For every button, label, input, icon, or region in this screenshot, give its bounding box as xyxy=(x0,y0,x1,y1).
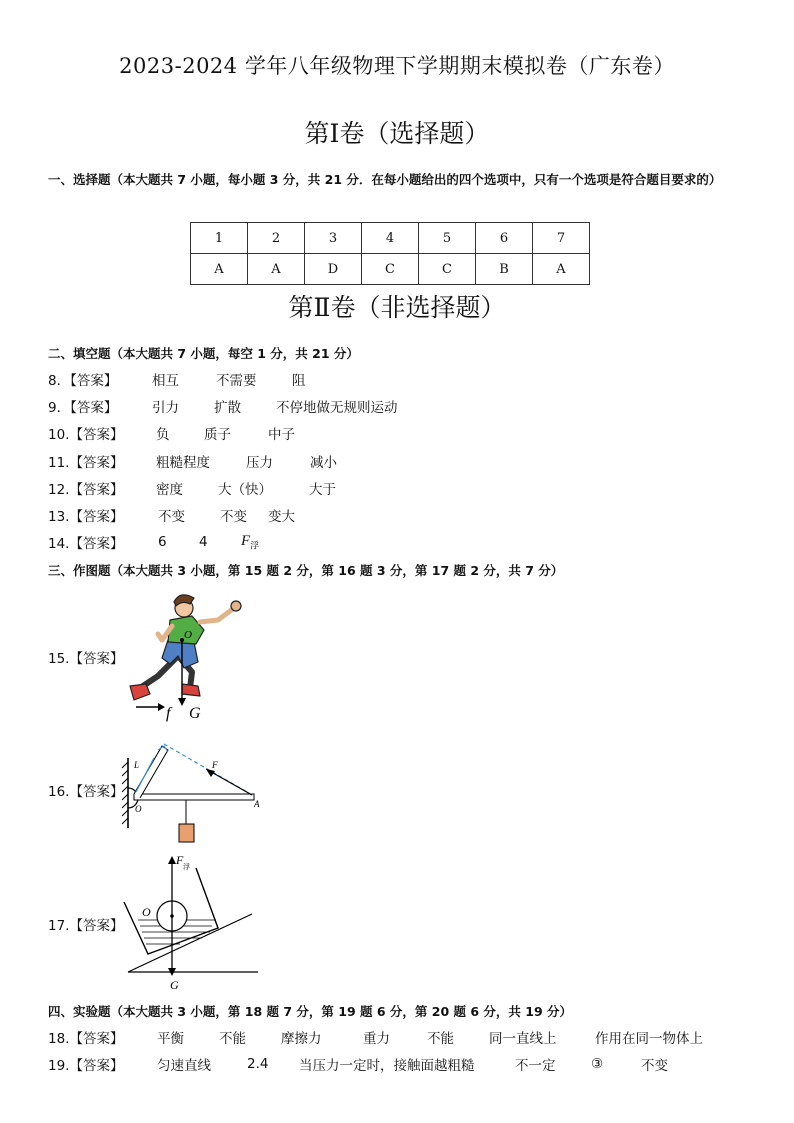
table-cell: A xyxy=(248,254,305,285)
answer-value: 不能 xyxy=(219,1031,246,1047)
answer-row-8 xyxy=(48,368,306,390)
answer-value: 重力 xyxy=(363,1031,390,1047)
answer-value: 4 xyxy=(199,534,208,550)
answer-row-9 xyxy=(48,395,398,417)
answer-label: 10.【答案】 xyxy=(48,427,124,443)
table-cell: 1 xyxy=(191,223,248,254)
fill-section-heading: 二、填空题（本大题共 7 小题，每空 1 分，共 21 分） xyxy=(48,346,359,361)
answer-value: 密度 xyxy=(156,482,183,498)
table-cell: A xyxy=(533,254,590,285)
answer-value: 中子 xyxy=(268,427,295,443)
point-o-label: O xyxy=(135,804,142,814)
force-f-label: f xyxy=(166,705,171,722)
force-fbuoy-label: F xyxy=(176,853,184,867)
answer-value: 引力 xyxy=(152,400,179,416)
table-cell: 3 xyxy=(305,223,362,254)
answer-label-16: 16.【答案】 xyxy=(48,784,124,800)
answer-value: ③ xyxy=(591,1056,604,1072)
table-cell: A xyxy=(191,254,248,285)
answer-row-18 xyxy=(48,1026,703,1048)
point-a-label: A xyxy=(254,799,260,809)
lever-force-diagram xyxy=(118,728,268,850)
page-title: 2023-2024 学年八年级物理下学期期末模拟卷（广东卷） xyxy=(119,54,675,78)
table-cell: C xyxy=(362,254,419,285)
answer-row-10 xyxy=(48,422,295,444)
answer-value: 质子 xyxy=(204,427,231,443)
answer-label: 18.【答案】 xyxy=(48,1031,124,1047)
answer-value: 粗糙程度 xyxy=(156,455,210,471)
draw-section-heading: 三、作图题（本大题共 3 小题，第 15 题 2 分，第 16 题 3 分，第 17 题 2 分，共 7 分） xyxy=(48,563,564,578)
answer-value: 相互 xyxy=(152,373,179,389)
buoyancy-symbol: $F_浮$ xyxy=(241,532,260,552)
force-f-label: F xyxy=(212,760,218,770)
answer-value: 减小 xyxy=(310,455,337,471)
answer-row-11 xyxy=(48,450,337,472)
answer-value: 大（快） xyxy=(218,482,272,498)
answer-value: 大于 xyxy=(309,482,336,498)
part2-heading: 第Ⅱ卷（非选择题） xyxy=(288,293,506,322)
table-cell: 2 xyxy=(248,223,305,254)
answer-value: 同一直线上 xyxy=(489,1031,557,1047)
answer-label: 9．【答案】 xyxy=(48,400,118,416)
table-row-answers xyxy=(191,254,590,285)
answer-label: 8．【答案】 xyxy=(48,373,118,389)
table-cell: D xyxy=(305,254,362,285)
answer-value: 负 xyxy=(156,427,170,443)
answer-value: 作用在同一物体上 xyxy=(595,1031,703,1047)
table-cell: B xyxy=(476,254,533,285)
answer-value: 不一定 xyxy=(515,1058,556,1074)
answer-value: 变大 xyxy=(268,509,295,525)
answer-row-13 xyxy=(48,504,295,526)
answer-value: 不需要 xyxy=(216,373,257,389)
answer-value: 2.4 xyxy=(247,1056,269,1072)
answer-label: 19.【答案】 xyxy=(48,1058,124,1074)
answer-value: 平衡 xyxy=(157,1031,184,1047)
answer-label-15: 15.【答案】 xyxy=(48,651,124,667)
choice-section-heading: 一、选择题（本大题共 7 小题，每小题 3 分，共 21 分．在每小题给出的四个选项中，只有一个选项是符合题目要求的） xyxy=(48,172,722,187)
force-g-label: G xyxy=(170,978,179,992)
answer-value: 6 xyxy=(158,534,167,550)
buoyancy-force-diagram xyxy=(118,850,268,992)
part1-heading: 第Ⅰ卷（选择题） xyxy=(304,119,490,148)
answer-label: 12.【答案】 xyxy=(48,482,124,498)
answer-value: 摩擦力 xyxy=(281,1031,322,1047)
answer-value: 阻 xyxy=(292,373,306,389)
answer-value: 不能 xyxy=(427,1031,454,1047)
arm-l-label: L xyxy=(134,760,140,770)
answer-label: 11.【答案】 xyxy=(48,455,124,471)
exp-section-heading: 四、实验题（本大题共 3 小题，第 18 题 7 分，第 19 题 6 分，第 20 题 6 分，共 19 分） xyxy=(48,1004,573,1019)
answer-value: 当压力一定时，接触面越粗糙 xyxy=(299,1058,475,1074)
answer-value: 不变 xyxy=(158,509,185,525)
table-cell: 5 xyxy=(419,223,476,254)
point-o-label: O xyxy=(142,905,151,919)
runner-force-diagram xyxy=(118,588,258,723)
force-fbuoy-subscript: 浮 xyxy=(183,863,190,871)
answer-row-19 xyxy=(48,1053,668,1075)
answer-value: 扩散 xyxy=(214,400,241,416)
choice-answer-table xyxy=(190,222,590,285)
answer-value: 不变 xyxy=(641,1058,668,1074)
answer-value: 匀速直线 xyxy=(157,1058,211,1074)
force-g-label: G xyxy=(189,705,201,722)
answer-label: 13.【答案】 xyxy=(48,509,124,525)
table-cell: 4 xyxy=(362,223,419,254)
table-cell: C xyxy=(419,254,476,285)
answer-value: 压力 xyxy=(246,455,273,471)
answer-label: 14.【答案】 xyxy=(48,536,124,552)
table-cell: 7 xyxy=(533,223,590,254)
table-row-numbers xyxy=(191,223,590,254)
table-cell: 6 xyxy=(476,223,533,254)
answer-value: 不停地做无规则运动 xyxy=(276,400,398,416)
answer-value: 不变 xyxy=(220,509,247,525)
point-o-label: O xyxy=(184,629,192,641)
answer-row-14 xyxy=(48,531,259,553)
answer-row-12 xyxy=(48,477,336,499)
answer-label-17: 17.【答案】 xyxy=(48,918,124,934)
